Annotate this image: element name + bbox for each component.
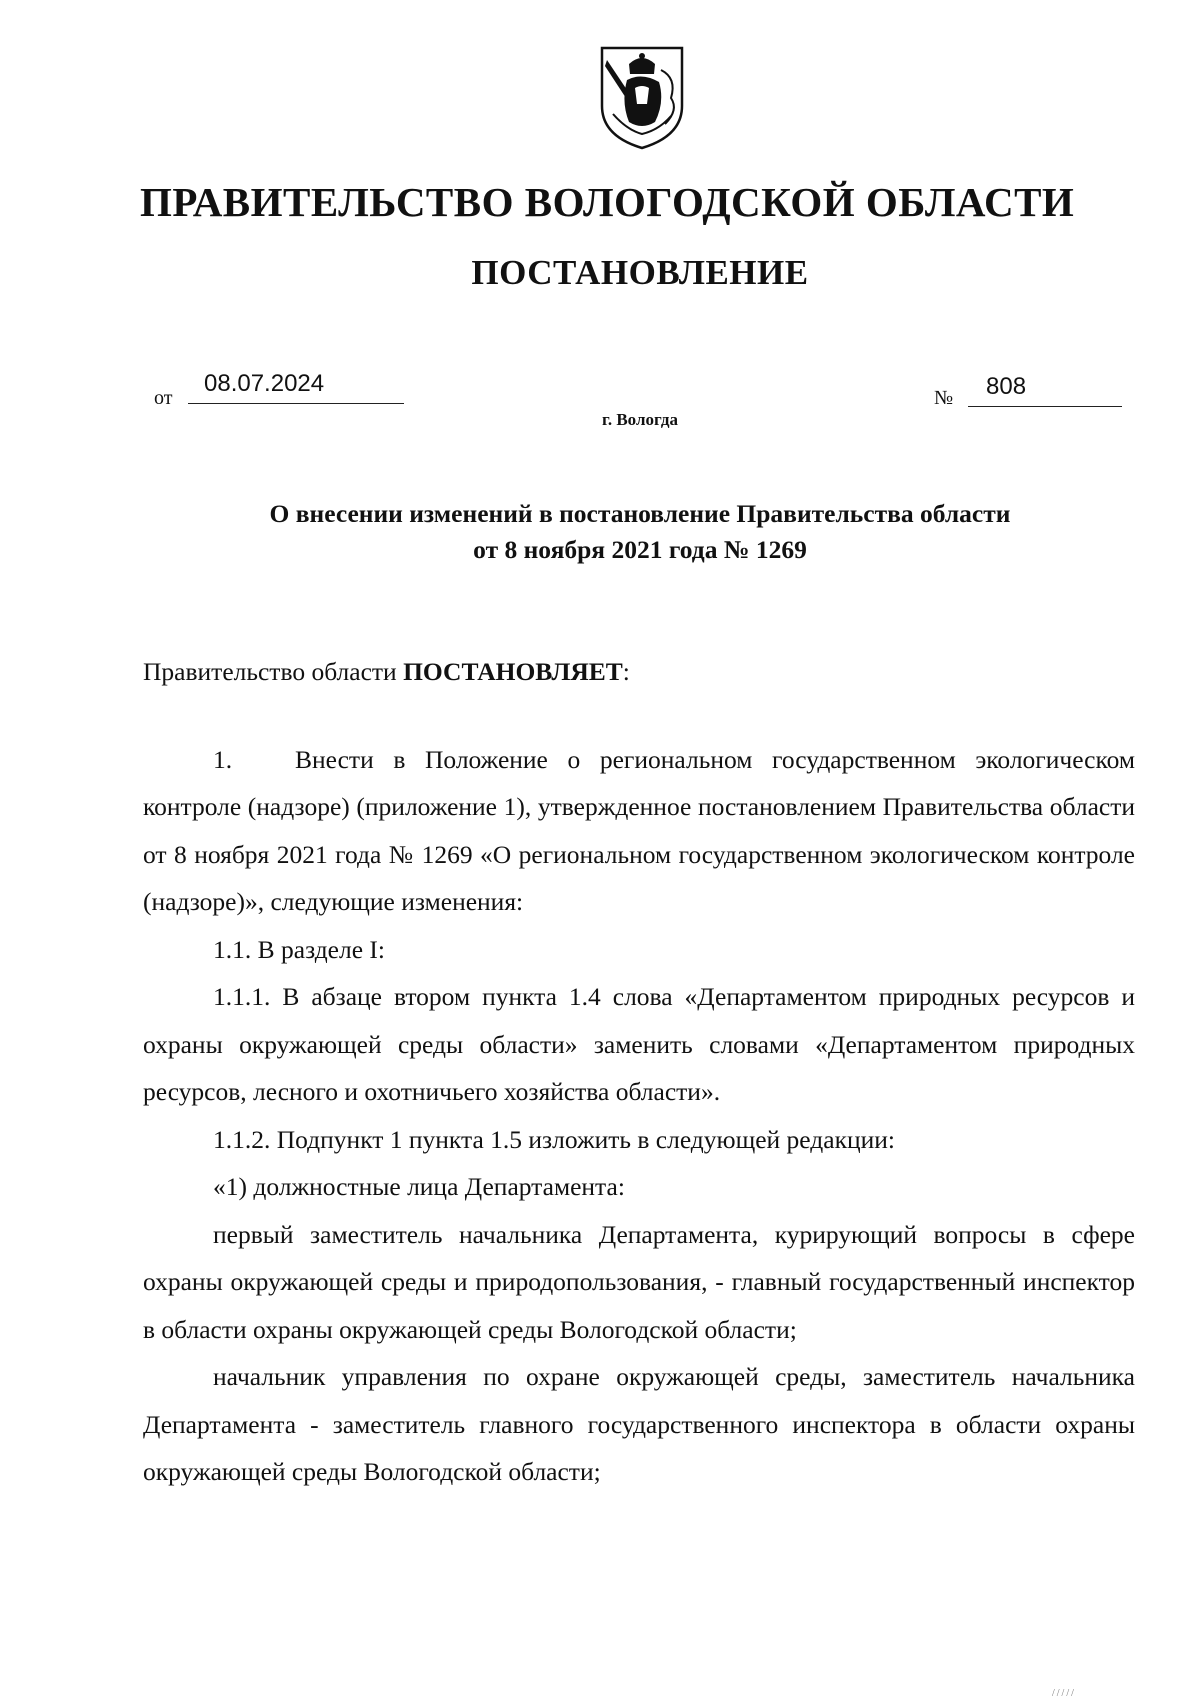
quoted-subitem: «1) должностные лица Департамента:	[213, 1172, 625, 1201]
paragraph-1-text: Внести в Положение о региональном государственном экологическом контроле (надзоре) (приложение 1), утвержденное постановлением Правительства области от 8 ноября 2021 года № 1269 «О региональном государственном экологическом контроле (надзоре)», следующие изменения:	[143, 744, 1135, 916]
coat-of-arms-icon	[599, 44, 685, 152]
paragraph-1-1: 1.1. В разделе I:	[213, 934, 385, 964]
document-number: 808	[968, 373, 1122, 407]
resolves-word: ПОСТАНОВЛЯЕТ	[403, 657, 623, 686]
document-body	[143, 648, 1135, 1496]
subject-line-2: от 8 ноября 2021 года № 1269	[473, 535, 807, 564]
paragraph-1-1-2: 1.1.2. Подпункт 1 пункта 1.5 изложить в следующей редакции:	[213, 1124, 895, 1154]
number-label: №	[934, 387, 954, 409]
date-label: от	[154, 387, 173, 409]
paragraph-1	[143, 736, 1135, 926]
scan-mark: /////	[1052, 1688, 1076, 1699]
intro-suffix: :	[622, 657, 630, 686]
paragraph-1-number: 1.	[213, 744, 233, 774]
government-title: ПРАВИТЕЛЬСТВО ВОЛОГОДСКОЙ ОБЛАСТИ	[140, 179, 1075, 225]
city: г. Вологда	[602, 410, 678, 429]
document-date: 08.07.2024	[188, 370, 404, 404]
document-type: ПОСТАНОВЛЕНИЕ	[471, 253, 809, 292]
official-first-deputy: первый заместитель начальника Департамента, курирующий вопросы в сфере охраны окружающей среды и природопользования, - главный государственный инспектор в области охраны окружающей среды Вологодской области;	[143, 1219, 1135, 1344]
intro-prefix: Правительство области	[143, 657, 404, 686]
document-subject	[100, 496, 1180, 568]
intro-paragraph	[143, 648, 1135, 696]
subject-line-1: О внесении изменений в постановление Правительства области	[269, 499, 1011, 528]
paragraph-1-1-1: 1.1.1. В абзаце втором пункта 1.4 слова «Департаментом природных ресурсов и охраны окружающей среды области» заменить словами «Департаментом природных ресурсов, лесного и охотничьего хозяйства области».	[143, 982, 1135, 1106]
official-head-of-department: начальник управления по охране окружающей среды, заместитель начальника Департамента - заместитель главного государственного инспектора в области охраны окружающей среды Вологодской области;	[143, 1362, 1135, 1486]
